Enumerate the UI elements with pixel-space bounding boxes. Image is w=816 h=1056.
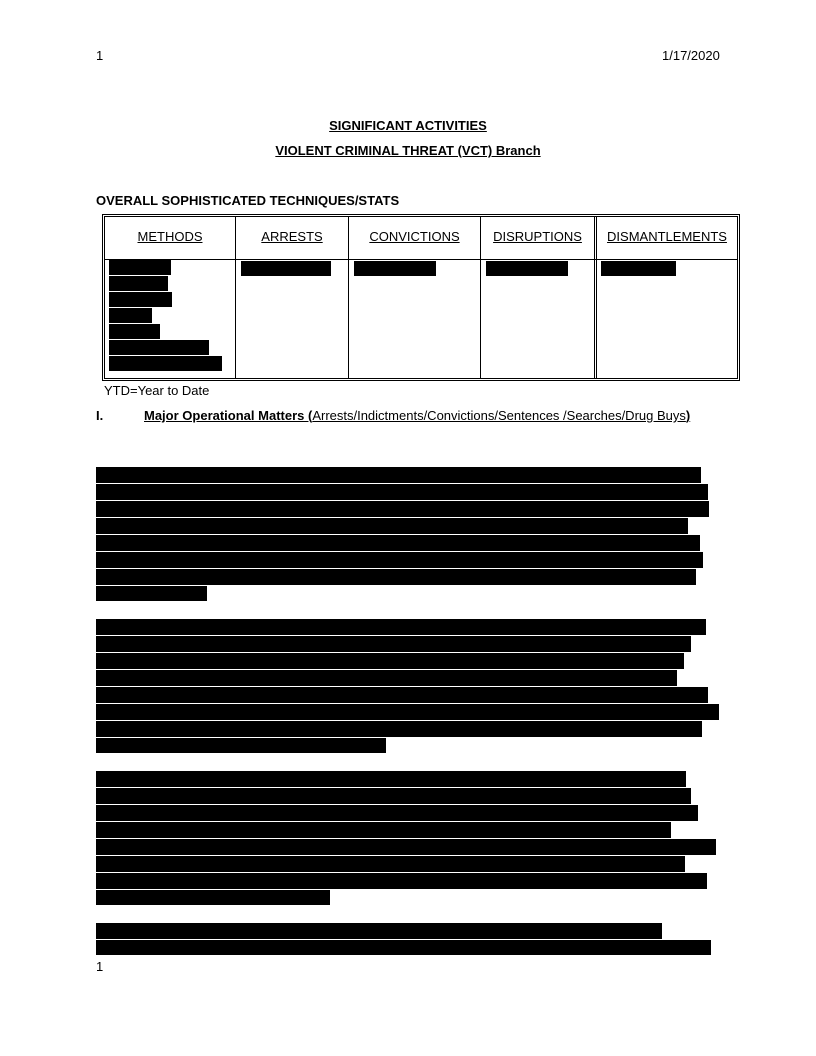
document-subtitle: VIOLENT CRIMINAL THREAT (VCT) Branch <box>275 143 541 158</box>
redaction-block <box>96 771 686 787</box>
redaction-block <box>96 704 719 720</box>
redaction-block <box>96 721 702 737</box>
redaction-block <box>96 636 691 652</box>
redaction-block <box>109 276 168 291</box>
redaction-block <box>96 687 708 703</box>
redaction-block <box>109 260 171 275</box>
redaction-block <box>96 535 700 551</box>
redaction-block <box>96 805 698 821</box>
redaction-block <box>96 839 716 855</box>
redaction-block <box>96 738 386 753</box>
stats-table <box>102 214 740 381</box>
redaction-block <box>109 356 222 371</box>
major-section-title: Major Operational Matters (Arrests/Indictments/Convictions/Sentences /Searches/Drug Buys) <box>144 408 691 423</box>
redaction-block <box>109 292 172 307</box>
redaction-block <box>96 518 688 534</box>
redaction-block <box>96 552 703 568</box>
redaction-block <box>96 484 708 500</box>
redaction-block <box>241 261 331 276</box>
redaction-block <box>96 586 207 601</box>
footer-page-number: 1 <box>96 959 104 974</box>
redaction-block <box>96 873 707 889</box>
column-header-disruptions: DISRUPTIONS <box>493 229 582 244</box>
redaction-block <box>109 324 160 339</box>
redaction-block <box>96 467 701 483</box>
header-page-number: 1 <box>96 48 104 63</box>
redaction-block <box>96 653 684 669</box>
stats-section-heading: OVERALL SOPHISTICATED TECHNIQUES/STATS <box>96 193 400 208</box>
redaction-block <box>109 340 209 355</box>
column-header-methods: METHODS <box>137 229 203 244</box>
header-date: 1/17/2020 <box>662 48 720 63</box>
redaction-block <box>486 261 568 276</box>
redaction-block <box>96 788 691 804</box>
redaction-block <box>354 261 436 276</box>
redaction-block <box>109 308 152 323</box>
ytd-note: YTD=Year to Date <box>104 383 210 398</box>
column-header-convictions: CONVICTIONS <box>369 229 460 244</box>
table-header-divider <box>105 259 737 260</box>
redaction-block <box>96 619 706 635</box>
redaction-block <box>96 890 330 905</box>
redaction-block <box>96 923 662 939</box>
column-header-dismantlements: DISMANTLEMENTS <box>607 229 727 244</box>
redaction-block <box>96 501 709 517</box>
redaction-block <box>96 822 671 838</box>
redaction-block <box>96 569 696 585</box>
redaction-block <box>96 856 685 872</box>
redaction-block <box>601 261 676 276</box>
redaction-block <box>96 940 711 955</box>
column-header-arrests: ARRESTS <box>261 229 323 244</box>
document-title: SIGNIFICANT ACTIVITIES <box>329 118 487 133</box>
redaction-block <box>96 670 677 686</box>
section-numeral: I. <box>96 408 104 423</box>
